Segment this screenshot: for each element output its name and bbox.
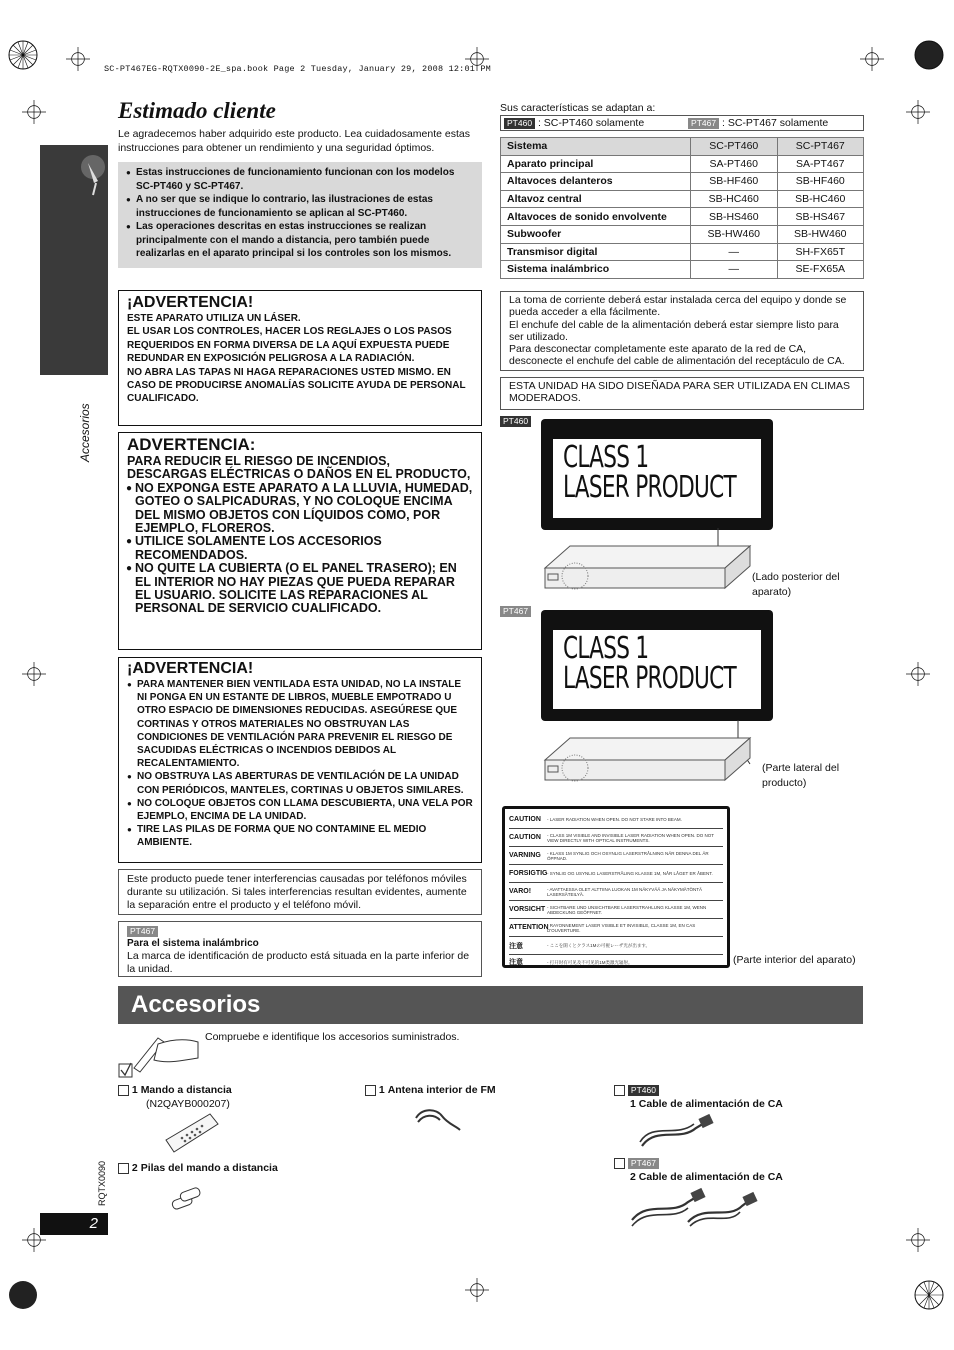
ventilation-warning — [118, 657, 482, 863]
caution-key: CAUTION — [509, 834, 541, 841]
table-header-row — [501, 138, 864, 156]
table-row — [501, 243, 864, 261]
caution-key: CAUTION — [509, 816, 541, 823]
label-caption: (Parte lateral del producto) — [762, 762, 840, 789]
accessory-checkbox[interactable] — [118, 1085, 129, 1096]
crosshair-icon — [465, 1278, 489, 1302]
accessory-qty: 2 — [131, 1162, 138, 1174]
laser-label-line1: CLASS 1 — [563, 631, 649, 666]
accessory-name: Pilas del mando a distancia — [140, 1162, 278, 1174]
laser-label-line2: LASER PRODUCT — [563, 470, 736, 505]
accessory-qty: 1 — [630, 1098, 636, 1110]
warning-item: ● TIRE LAS PILAS DE FORMA QUE NO CONTAMINE EL MEDIO AMBIENTE. — [127, 823, 473, 849]
table-cell: Sistema inalámbrico — [501, 261, 691, 279]
caution-text: - SICHTBARE UND UNSICHTBARE LASERSTRAHLUNG KLASSE 1M, WENN ABDECKUNG GEÖFFNET. — [547, 904, 707, 915]
applies-text: : SC-PT467 solamente — [722, 117, 829, 129]
warning-heading: ¡ADVERTENCIA! — [127, 294, 254, 311]
note-item: ● Las operaciones descritas en estas instrucciones se realizan principalmente con el mando a distancia, pero también puede realizarlas en el aparato principal si los controles son los mismos. — [126, 220, 474, 261]
check-instruction: Compruebe e identifique los accesorios suministrados. — [205, 1031, 460, 1043]
table-cell: SA-PT467 — [777, 155, 864, 173]
warning-line: NO ABRA LAS TAPAS NI HAGA REPARACIONES USTED MISMO. EN CASO DE PRODUCIRSE ANOMALÍAS SOLICITE AYUDA DE PERSONAL CUALIFICADO. — [127, 366, 466, 405]
warning-item: ● NO OBSTRUYA LAS ABERTURAS DE VENTILACIÓN DE LA UNIDAD CON PERIÓDICOS, MANTELES, CORTINAS U OBJETOS SIMILARES. — [127, 770, 473, 796]
power-note-line: Para desconectar completamente este aparato de la red de CA, desconecte el enchufe del cable de alimentación del receptáculo de CA. — [509, 343, 845, 368]
warning-item: ● PARA MANTENER BIEN VENTILADA ESTA UNIDAD, NO LA INSTALE NI PONGA EN UN ESTANTE DE LIBROS, MUEBLE EMPOTRADO U OTRO ESPACIO DE DIMENSIONES REDUCIDAS. ASEGÚRESE QUE CORTINAS Y OTROS MATERIALES NO OBSTRUYAN LAS CONDICIONES DE VENTILACIÓN PARA PREVENIR EL RIESGO DE SACUDIDAS ELÉCTRICAS O INCENDIOS DEBIDOS AL RECALENTAMIENTO. — [127, 678, 473, 770]
caution-text: - ここを開くとクラス1Mの可視レーザ光が出ます。 — [547, 943, 651, 948]
crosshair-icon — [860, 47, 884, 71]
caution-text: - KLASS 1M SYNLIG OCH OSYNLIG LASERSTRÅLNING NÄR DENNA DEL ÄR ÖPPNAD. — [547, 850, 709, 861]
accessory-item — [614, 1156, 783, 1184]
caution-key: VORSICHT — [509, 906, 546, 913]
caution-text: - CLASS 1M VISIBLE AND INVISIBLE LASER RADIATION WHEN OPEN. DO NOT VIEW DIRECTLY WITH OPTICAL INSTRUMENTS. — [547, 832, 714, 843]
accessory-qty: 1 — [131, 1084, 138, 1096]
system-table — [500, 137, 864, 279]
wireless-text: La marca de identificación de producto está situada en la parte inferior de la unidad. — [127, 950, 470, 975]
table-row — [501, 155, 864, 173]
section-label: Accesorios — [78, 403, 92, 462]
warning-lead: PARA REDUCIR EL RIESGO DE INCENDIOS, DESCARGAS ELÉCTRICAS O DAÑOS EN EL PRODUCTO, — [127, 454, 471, 482]
table-header-cell: SC-PT467 — [777, 138, 864, 156]
remote-control-icon — [162, 1110, 220, 1156]
table-cell: Subwoofer — [501, 225, 691, 243]
accessory-item — [614, 1083, 783, 1111]
table-cell: SB-HW460 — [777, 225, 864, 243]
warning-item: ● UTILICE SOLAMENTE LOS ACCESORIOS RECOMENDADOS. — [127, 535, 473, 562]
caution-key: VARNING — [509, 852, 541, 859]
accessory-name: Cable de alimentación de CA — [638, 1098, 783, 1110]
warning-item: ● NO EXPONGA ESTE APARATO A LA LLUVIA, HUMEDAD, GOTEO O SALPICADURAS, Y NO COLOQUE ENCIMA DEL MISMO OBJETOS CON LÍQUIDOS COMO, POR EJEMPLO, FLOREROS. — [127, 482, 473, 536]
device-illustration — [540, 528, 755, 608]
note-item: ● A no ser que se indique lo contrario, las ilustraciones de estas instrucciones de funcionamiento se aplican al SC-PT460. — [126, 193, 474, 220]
crosshair-icon — [22, 100, 46, 124]
wireless-title: Para el sistema inalámbrico — [127, 937, 259, 949]
caution-text: - AVATTAESSA OLET ALTTIINA LUOKAN 1M NÄKYVÄÄ JA NÄKYMÄTÖNTÄ LASERSÄTEILYÄ. — [547, 886, 703, 897]
model-badge: PT467 — [127, 926, 158, 937]
warning-item: ● NO QUITE LA CUBIERTA (O EL PANEL TRASERO); EN EL INTERIOR NO HAY PIEZAS QUE PUEDA REPARAR EL USUARIO. SOLICITE LAS REPARACIONES AL PERSONAL DE SERVICIO CUALIFICADO. — [127, 562, 473, 616]
table-cell: SB-HF460 — [777, 173, 864, 191]
crosshair-icon — [66, 47, 90, 71]
accessory-checkbox[interactable] — [614, 1085, 625, 1096]
crosshair-icon — [906, 662, 930, 686]
table-cell: Altavoz central — [501, 190, 691, 208]
crosshair-icon — [22, 662, 46, 686]
table-row — [501, 173, 864, 191]
book-header-line: SC-PT467EG-RQTX0090-2E_spa.book Page 2 Tuesday, January 29, 2008 12:01 PM — [104, 64, 491, 74]
table-row — [501, 190, 864, 208]
caution-key: FORSIGTIG — [509, 870, 548, 877]
accessory-checkbox[interactable] — [365, 1085, 376, 1096]
warning-heading: ADVERTENCIA: — [127, 435, 256, 454]
power-note-line: El enchufe del cable de la alimentación deberá estar siempre listo para ser utilizado. — [509, 318, 839, 343]
table-cell: Transmisor digital — [501, 243, 691, 261]
model-badge: PT467 — [500, 606, 531, 617]
caution-text: - SYNLIG OG USYNLIG LASERSTRÅLING KLASSE 1M, NÅR LÅGET ER ÅBENT. — [547, 871, 713, 876]
model-badge: PT460 — [628, 1085, 659, 1096]
caution-key: 注意 — [509, 959, 523, 966]
model-badge: PT467 — [688, 118, 719, 129]
accessory-code: (N2QAYB000207) — [146, 1098, 230, 1110]
accessory-item — [118, 1083, 232, 1111]
table-cell: SB-HF460 — [691, 173, 778, 191]
crosshair-icon — [906, 100, 930, 124]
accessory-qty: 1 — [378, 1084, 385, 1096]
registration-mark-icon — [912, 38, 946, 72]
page-number: 2 — [40, 1213, 108, 1235]
table-cell: SA-PT460 — [691, 155, 778, 173]
table-row — [501, 261, 864, 279]
power-note — [500, 291, 864, 371]
power-cable-icon — [636, 1112, 716, 1152]
laser-label-line1: CLASS 1 — [563, 440, 649, 475]
checklist-hand-icon — [118, 1030, 200, 1080]
battery-icon — [170, 1186, 204, 1212]
table-cell: Altavoces delanteros — [501, 173, 691, 191]
table-cell: — — [691, 261, 778, 279]
table-cell: SB-HC460 — [777, 190, 864, 208]
caution-text: - RAYONNEMENT LASER VISIBLE ET INVISIBLE, CLASSE 1M, EN CAS D'OUVERTURE. — [547, 922, 696, 933]
table-header-cell: Sistema — [501, 138, 691, 156]
label-caption: (Parte interior del aparato) — [733, 954, 856, 966]
pen-icon — [80, 153, 106, 197]
laser-label — [541, 610, 773, 721]
model-badge: PT460 — [504, 118, 535, 129]
caution-label — [502, 806, 730, 968]
warning-line: EL USAR LOS CONTROLES, HACER LOS REGLAJES O LOS PASOS REQUERIDOS EN FORMA DIVERSA DE LA AQUÍ EXPUESTA PUEDE REDUNDAR EN EXPOSICIÓN PELIGROSA A LA RADIACIÓN. — [127, 326, 452, 365]
table-cell: Aparato principal — [501, 155, 691, 173]
laser-label — [541, 419, 773, 530]
applies-box — [500, 115, 864, 131]
label-caption: (Lado posterior del aparato) — [752, 571, 840, 598]
accessory-item — [118, 1161, 278, 1175]
accessories-heading: Accesorios — [118, 986, 863, 1024]
table-cell: SB-HW460 — [691, 225, 778, 243]
table-cell: SH-FX65T — [777, 243, 864, 261]
power-note-line: La toma de corriente deberá estar instalada cerca del equipo y donde se pueda acceder a ella fácilmente. — [509, 294, 847, 319]
laser-label-line2: LASER PRODUCT — [563, 661, 736, 696]
table-cell: SB-HS467 — [777, 208, 864, 226]
table-cell: SE-FX65A — [777, 261, 864, 279]
registration-mark-icon — [6, 38, 40, 72]
registration-mark-icon — [912, 1278, 946, 1312]
interference-note: Este producto puede tener interferencias causadas por teléfonos móviles durante su utilización. Si tales interferencias resultan evidentes, aumente la separación entre el producto y el teléfono móvil. — [118, 869, 482, 915]
climate-note: ESTA UNIDAD HA SIDO DISEÑADA PARA SER UTILIZADA EN CLIMAS MODERADOS. — [500, 377, 864, 410]
table-cell: SB-HS460 — [691, 208, 778, 226]
table-header-cell: SC-PT460 — [691, 138, 778, 156]
warning-item: ● NO COLOQUE OBJETOS CON LLAMA DESCUBIERTA, UNA VELA POR EJEMPLO, ENCIMA DE LA UNIDAD. — [127, 797, 473, 823]
device-illustration — [540, 720, 765, 800]
model-badge: PT467 — [628, 1158, 659, 1169]
caution-text: - 打开时有可见及不可见的1M类激光辐射。 — [547, 959, 633, 965]
table-row — [501, 225, 864, 243]
table-row — [501, 208, 864, 226]
table-cell: Altavoces de sonido envolvente — [501, 208, 691, 226]
accessory-qty: 2 — [630, 1171, 636, 1183]
caution-key: ATTENTION — [509, 924, 549, 931]
laser-warning — [118, 290, 482, 426]
note-item: ● Estas instrucciones de funcionamiento funcionan con los modelos SC-PT460 y SC-PT467. — [126, 166, 474, 193]
applies-text: : SC-PT460 solamente — [537, 117, 645, 129]
accessory-item — [365, 1083, 496, 1097]
table-cell: — — [691, 243, 778, 261]
wireless-note — [118, 921, 482, 977]
accessory-name: Mando a distancia — [140, 1084, 232, 1096]
crosshair-icon — [906, 1228, 930, 1252]
registration-mark-icon — [6, 1278, 40, 1312]
table-cell: SB-HC460 — [691, 190, 778, 208]
fm-antenna-icon — [412, 1104, 464, 1134]
side-tab — [40, 145, 108, 375]
caution-key: VARO! — [509, 888, 532, 895]
caution-key: 注意 — [509, 942, 523, 950]
accessory-name: Antena interior de FM — [387, 1084, 496, 1096]
accessory-checkbox[interactable] — [118, 1163, 129, 1174]
model-badge: PT460 — [500, 416, 531, 427]
power-cable-icon — [628, 1186, 758, 1230]
fire-warning — [118, 432, 482, 650]
notes-box — [118, 162, 482, 268]
warning-line: ESTE APARATO UTILIZA UN LÁSER. — [127, 313, 301, 324]
caution-text: - LASER RADIATION WHEN OPEN. DO NOT STARE INTO BEAM. — [547, 817, 682, 822]
accessory-checkbox[interactable] — [614, 1158, 625, 1169]
intro-text: Le agradecemos haber adquirido este producto. Lea cuidadosamente estas instrucciones para obtener un rendimiento y una seguridad óptimos. — [118, 128, 470, 154]
warning-heading: ¡ADVERTENCIA! — [127, 660, 254, 677]
page-title: Estimado cliente — [118, 98, 276, 123]
applies-label: Sus características se adaptan a: — [500, 102, 656, 114]
accessory-name: Cable de alimentación de CA — [638, 1171, 783, 1183]
